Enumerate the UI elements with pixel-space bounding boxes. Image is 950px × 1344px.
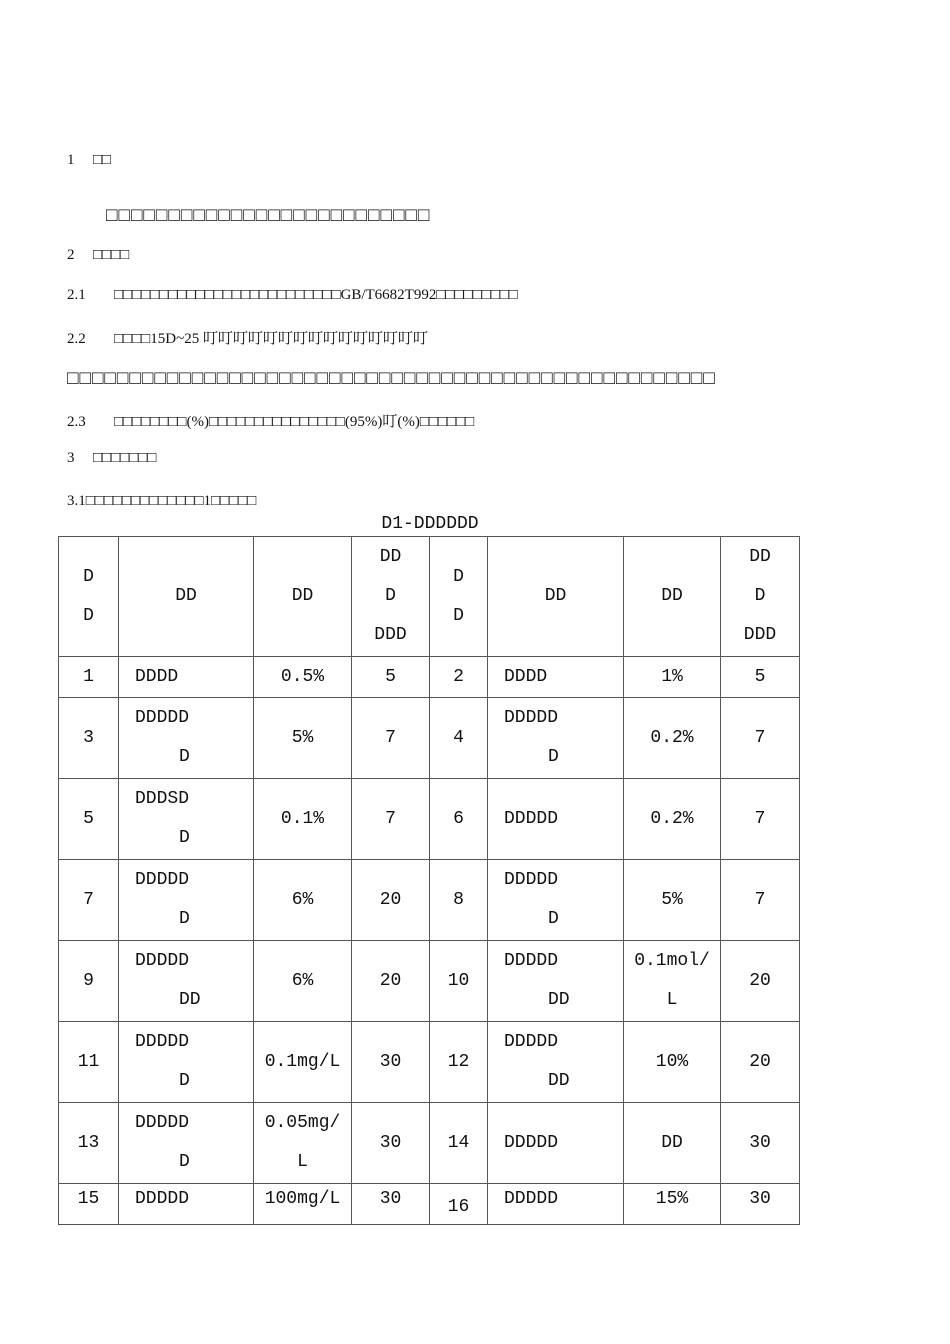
reagent-name-cell: DDDDD <box>119 1184 254 1225</box>
reagent-table <box>58 536 800 1225</box>
validity-cell: 7 <box>721 779 800 860</box>
header-cell: DD <box>624 537 721 657</box>
table-row <box>59 657 800 698</box>
validity-cell: 5 <box>721 657 800 698</box>
reagent-name-cell: DDDDD DD <box>488 1022 624 1103</box>
section-3-heading <box>67 450 156 467</box>
header-cell: D D <box>430 537 488 657</box>
table-row <box>59 1103 800 1184</box>
validity-cell: 5 <box>352 657 430 698</box>
concentration-cell: 0.2% <box>624 698 721 779</box>
concentration-cell: 10% <box>624 1022 721 1103</box>
validity-cell: 7 <box>352 779 430 860</box>
item-number-cell: 9 <box>59 941 119 1022</box>
concentration-cell: 1% <box>624 657 721 698</box>
table-header-row <box>59 537 800 657</box>
item-number-cell: 1 <box>59 657 119 698</box>
concentration-cell: 100mg/L <box>254 1184 352 1225</box>
paragraph-2-2-number: 2.2 <box>67 331 86 347</box>
item-number-cell: 5 <box>59 779 119 860</box>
concentration-cell: 0.2% <box>624 779 721 860</box>
section-1-number: 1 <box>67 152 75 168</box>
concentration-cell: 5% <box>624 860 721 941</box>
table-row <box>59 1184 800 1225</box>
header-cell: DD <box>488 537 624 657</box>
paragraph-2-2-text: □□□□15D~25 叮叮叮叮叮叮叮叮叮叮叮叮叮叮叮 <box>114 331 428 347</box>
concentration-cell: 0.05mg/ L <box>254 1103 352 1184</box>
concentration-cell: DD <box>624 1103 721 1184</box>
paragraph-2-2-continued: □□□□□□□□□□□□□□□□□□□□□□□□□□□□□□□□□□□□□□□□□□□□□□□□□□□□ <box>67 368 716 389</box>
paragraph-2-3-text: □□□□□□□□(%)□□□□□□□□□□□□□□□(95%)叮(%)□□□□□□ <box>114 414 475 430</box>
reagent-name-cell: DDDDD <box>488 1184 624 1225</box>
validity-cell: 20 <box>352 860 430 941</box>
paragraph-2-2 <box>67 327 428 348</box>
item-number-cell: 11 <box>59 1022 119 1103</box>
reagent-name-cell: DDDD <box>119 657 254 698</box>
reagent-name-cell: DDDDD D <box>488 698 624 779</box>
item-number-cell: 8 <box>430 860 488 941</box>
reagent-name-cell: DDDDD DD <box>119 941 254 1022</box>
validity-cell: 30 <box>352 1022 430 1103</box>
paragraph-2-3-number: 2.3 <box>67 414 86 430</box>
table-row <box>59 1022 800 1103</box>
validity-cell: 20 <box>352 941 430 1022</box>
table-row <box>59 779 800 860</box>
item-number-cell: 13 <box>59 1103 119 1184</box>
section-2-heading <box>67 247 129 264</box>
header-cell: DD <box>119 537 254 657</box>
reagent-name-cell: DDDDD D <box>488 860 624 941</box>
item-number-cell: 3 <box>59 698 119 779</box>
paragraph-3-1: 3.1□□□□□□□□□□□□□1□□□□□ <box>67 493 257 509</box>
header-cell: DD D DDD <box>352 537 430 657</box>
validity-cell: 7 <box>721 698 800 779</box>
concentration-cell: 0.1mol/ L <box>624 941 721 1022</box>
header-cell: DD <box>254 537 352 657</box>
concentration-cell: 0.1mg/L <box>254 1022 352 1103</box>
reagent-name-cell: DDDDD <box>488 779 624 860</box>
section-2-title: □□□□ <box>93 247 130 263</box>
paragraph-2-1 <box>67 287 518 304</box>
item-number-cell: 2 <box>430 657 488 698</box>
paragraph-2-3 <box>67 410 474 431</box>
validity-cell: 30 <box>352 1184 430 1225</box>
paragraph-2-1-number: 2.1 <box>67 287 86 303</box>
table-row <box>59 698 800 779</box>
header-cell: DD D DDD <box>721 537 800 657</box>
validity-cell: 20 <box>721 941 800 1022</box>
section-3-title: □□□□□□□ <box>93 450 157 466</box>
reagent-name-cell: DDDDD D <box>119 860 254 941</box>
section-3-number: 3 <box>67 450 75 466</box>
concentration-cell: 5% <box>254 698 352 779</box>
table-row <box>59 860 800 941</box>
concentration-cell: 0.1% <box>254 779 352 860</box>
item-number-cell: 6 <box>430 779 488 860</box>
paragraph-2-1-text: □□□□□□□□□□□□□□□□□□□□□□□□□GB/T6682T992□□□□□□□□□ <box>114 287 518 303</box>
concentration-cell: 6% <box>254 860 352 941</box>
reagent-name-cell: DDDDD D <box>119 1103 254 1184</box>
section-1-title: □□ <box>93 152 112 168</box>
concentration-cell: 6% <box>254 941 352 1022</box>
item-number-cell: 10 <box>430 941 488 1022</box>
validity-cell: 30 <box>721 1184 800 1225</box>
concentration-cell: 15% <box>624 1184 721 1225</box>
validity-cell: 7 <box>352 698 430 779</box>
reagent-name-cell: DDDDD D <box>119 698 254 779</box>
header-cell: D D <box>59 537 119 657</box>
validity-cell: 30 <box>352 1103 430 1184</box>
validity-cell: 20 <box>721 1022 800 1103</box>
reagent-name-cell: DDDDD DD <box>488 941 624 1022</box>
section-1-body: □□□□□□□□□□□□□□□□□□□□□□□□□□ <box>106 205 431 226</box>
reagent-name-cell: DDDDD D <box>119 1022 254 1103</box>
item-number-cell: 7 <box>59 860 119 941</box>
item-number-cell: 16 <box>430 1184 488 1225</box>
item-number-cell: 4 <box>430 698 488 779</box>
item-number-cell: 12 <box>430 1022 488 1103</box>
item-number-cell: 15 <box>59 1184 119 1225</box>
table-row <box>59 941 800 1022</box>
validity-cell: 30 <box>721 1103 800 1184</box>
section-2-number: 2 <box>67 247 75 263</box>
reagent-name-cell: DDDDD <box>488 1103 624 1184</box>
concentration-cell: 0.5% <box>254 657 352 698</box>
section-1-heading <box>67 152 111 169</box>
validity-cell: 7 <box>721 860 800 941</box>
reagent-name-cell: DDDD <box>488 657 624 698</box>
reagent-name-cell: DDDSD D <box>119 779 254 860</box>
item-number-cell: 14 <box>430 1103 488 1184</box>
table-caption: D1-DDDDDD <box>381 514 479 534</box>
